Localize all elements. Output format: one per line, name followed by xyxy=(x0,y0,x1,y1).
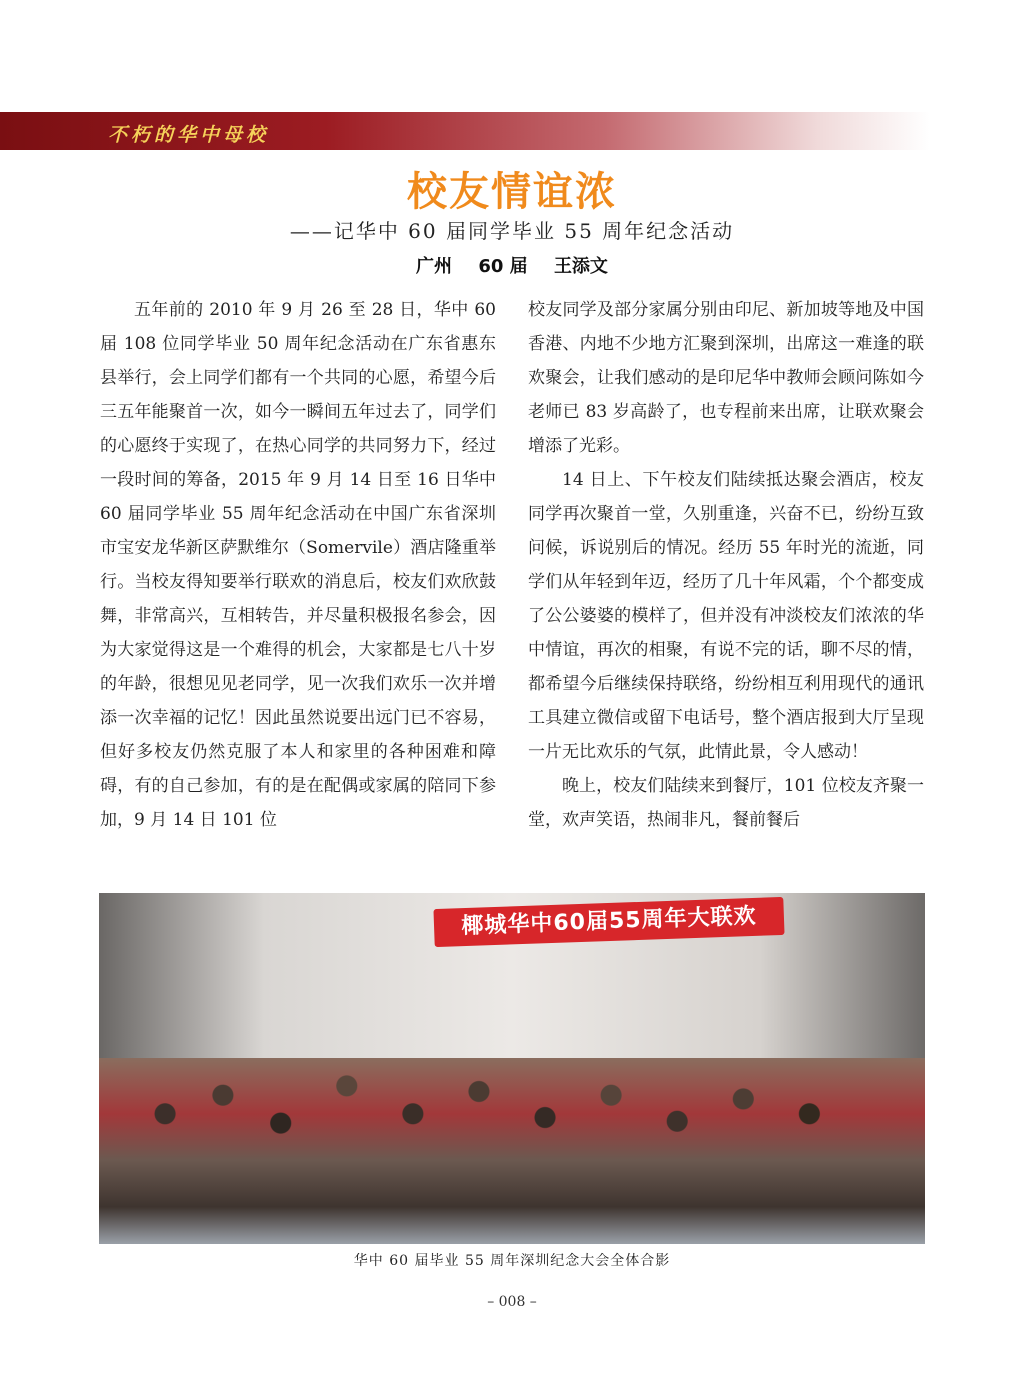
article-subtitle: ——记华中 60 届同学毕业 55 周年纪念活动 xyxy=(289,219,735,243)
body-column-right xyxy=(528,293,924,893)
article-byline xyxy=(0,252,1024,278)
group-photo xyxy=(99,893,925,1244)
body-paragraph: 五年前的 2010 年 9 月 26 至 28 日，华中 60 届 108 位同学毕业 50 周年纪念活动在广东省惠东县举行，会上同学们都有一个共同的心愿，希望今后三五年能聚首一次，如今一瞬间五年过去了，同学们的心愿终于实现了，在热心同学的共同努力下，经过一段时间的筹备，2015 年 9 月 14 日至 16 日华中 60 届同学毕业 55 周年纪念活动在中国广东省深圳市宝安龙华新区萨默维尔（Somervile）酒店隆重举行。当校友得知要举行联欢的消息后，校友们欢欣鼓舞，非常高兴，互相转告，并尽量积极报名参会，因为大家觉得这是一个难得的机会，大家都是七八十岁的年龄，很想见见老同学，见一次我们欢乐一次并增添一次幸福的记忆！因此虽然说要出远门已不容易，但好多校友仍然克服了本人和家里的各种困难和障碍，有的自己参加，有的是在配偶或家属的陪同下参加，9 月 14 日 101 位 xyxy=(100,300,496,830)
photo-caption: 华中 60 届毕业 55 周年深圳纪念大会全体合影 xyxy=(353,1253,671,1269)
section-title: 不朽的华中母校 xyxy=(108,124,270,146)
section-header-band xyxy=(0,112,930,150)
body-paragraph: 14 日上、下午校友们陆续抵达聚会酒店，校友同学再次聚首一堂，久别重逢，兴奋不已，纷纷互致问候，诉说别后的情况。经历 55 年时光的流逝，同学们从年轻到年迈，经历了几十年风霜，个个都变成了公公婆婆的模样了，但并没有冲淡校友们浓浓的华中情谊，再次的相聚，有说不完的话，聊不尽的情，都希望今后继续保持联络，纷纷相互利用现代的通讯工具建立微信或留下电话号，整个酒店报到大厅呈现一片无比欢乐的气氛，此情此景，令人感动！ xyxy=(528,470,924,762)
body-column-left xyxy=(100,293,496,893)
article-title: 校友情谊浓 xyxy=(407,169,617,215)
photo-crowd xyxy=(99,1058,925,1244)
byline-author: 王添文 xyxy=(553,256,608,277)
byline-city: 广州 xyxy=(416,256,453,277)
byline-class: 60 届 xyxy=(478,256,528,277)
page-number: – 008 – xyxy=(487,1294,537,1310)
body-paragraph: 晚上，校友们陆续来到餐厅，101 位校友齐聚一堂，欢声笑语，热闹非凡，餐前餐后 xyxy=(528,776,924,830)
body-paragraph-continuation: 校友同学及部分家属分别由印尼、新加坡等地及中国香港、内地不少地方汇聚到深圳，出席这一难逢的联欢聚会，让我们感动的是印尼华中教师会顾问陈如今老师已 83 岁高龄了，也专程前来出席，让联欢聚会增添了光彩。 xyxy=(528,300,924,456)
photo-banner: 椰城华中60届55周年大联欢 xyxy=(433,897,784,947)
